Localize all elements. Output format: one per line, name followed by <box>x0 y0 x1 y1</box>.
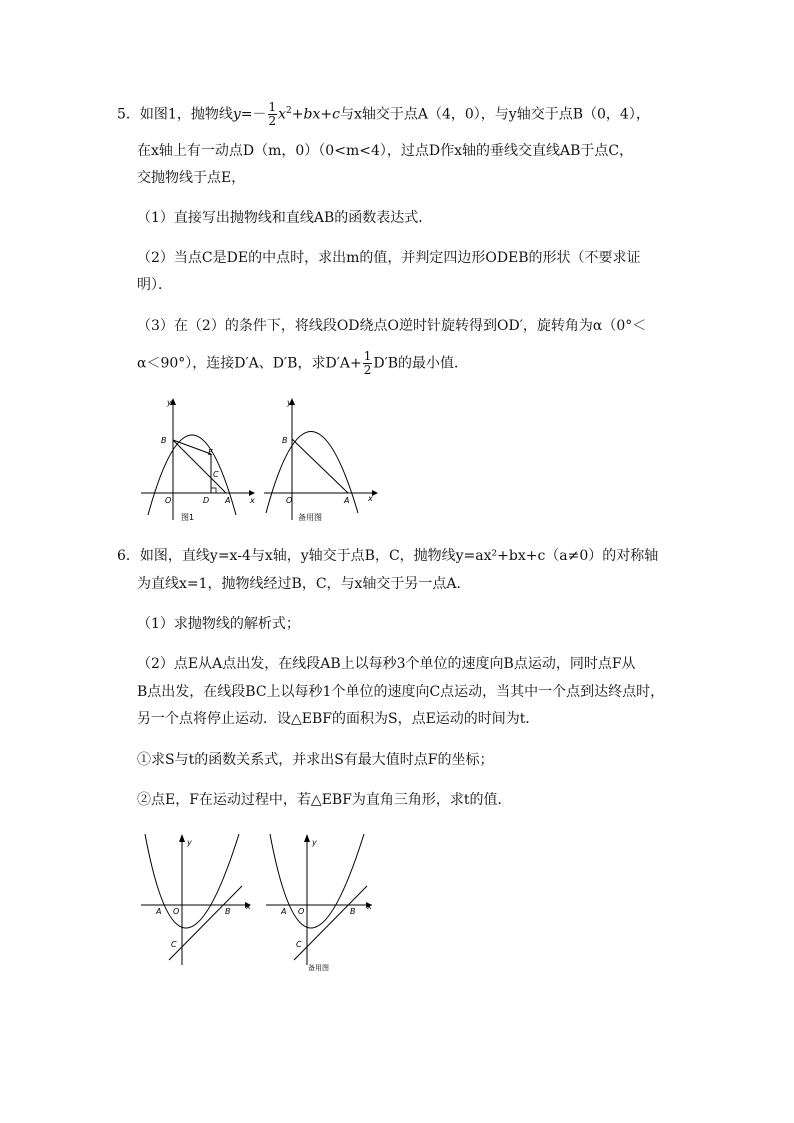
p5-line1-a: 如图1，抛物线 <box>139 106 233 123</box>
p5-pointA: A（4，0） <box>417 106 481 123</box>
p5-line3: 交抛物线于点E， <box>137 170 246 186</box>
fig1-label-E: E <box>208 448 214 457</box>
p5-figure1 <box>137 395 257 525</box>
p5-q3-b1: α＜90°），连接D′A、D′B，求D′A+ <box>137 355 362 372</box>
p5-q3-a: （3）在（2）的条件下，将线段OD绕点O逆时针旋转得到OD′，旋转角为α（0°＜ <box>137 318 647 334</box>
p6-fig2-label-x: x <box>367 902 372 911</box>
fig1-label-A: A <box>225 496 231 505</box>
fig2-caption: 备用图 <box>298 513 322 522</box>
fig2-label-A: A <box>344 496 350 505</box>
p6-q2-c: 另一个点将停止运动．设△EBF的面积为S，点E运动的时间为t． <box>137 711 540 727</box>
p6-number: 6． <box>117 548 140 564</box>
p6-fig2-label-C: C <box>296 940 302 949</box>
fig1-label-D: D <box>203 496 210 505</box>
p5-line2: 在x轴上有一动点D（m，0）（0<m<4），过点D作x轴的垂线交直线AB于点C， <box>137 143 634 159</box>
p6-fig1-label-C: C <box>171 940 177 949</box>
fig2-label-B: B <box>282 436 288 445</box>
fraction-half: $\frac{1}{2}$ <box>268 100 277 129</box>
p6-figure2 <box>262 830 382 980</box>
p5-q2-a: （2）当点C是DE的中点时，求出m的值，并判定四边形ODEB的形状（不要求证 <box>137 250 641 266</box>
p6-q2-a: （2）点E从A点出发，在线段AB上以每秒3个单位的速度向B点运动，同时点F从 <box>137 656 636 672</box>
p6-q1: （1）求抛物线的解析式； <box>137 616 300 632</box>
p6-fig1-label-y: y <box>187 838 192 847</box>
fig1-label-x: x <box>250 496 255 505</box>
fig2-label-O: O <box>286 496 293 505</box>
p5-pointB: B（0，4）， <box>572 106 650 123</box>
p6-line2: 为直线x=1，抛物线经过B，C，与x轴交于另一点A． <box>137 576 471 592</box>
p5-q3-b <box>137 350 468 377</box>
fig1-label-O: O <box>165 496 172 505</box>
fig2-label-y: y <box>287 398 292 407</box>
p5-q1: （1）直接写出抛物线和直线AB的函数表达式． <box>137 210 433 226</box>
p6-fig2-label-B: B <box>350 907 356 916</box>
p5-line1: 5．如图1，抛物线y=－ $\frac{1}{2}$ $x^2+bx+c$与x轴交于点A（4，0），与y轴交于点B（0，4）， <box>117 100 650 129</box>
p6-line1 <box>117 546 658 566</box>
p5-line1-b: 与x轴交于点 <box>339 106 418 123</box>
p5-q2-b: 明）． <box>137 277 172 293</box>
p6-figure1 <box>137 830 257 970</box>
fig1-caption: 图1 <box>181 513 195 522</box>
fig1-label-B: B <box>161 436 167 445</box>
p6-fig2-label-A: A <box>281 907 287 916</box>
p6-q2-b: B点出发，在线段BC上以每秒1个单位的速度向C点运动，当其中一个点到达终点时， <box>137 684 665 700</box>
fig1-label-C: C <box>213 470 219 479</box>
p5-number: 5． <box>117 106 140 123</box>
fig1-label-y: y <box>167 398 172 407</box>
p6-fig2-label-y: y <box>312 838 317 847</box>
p5-line1-c: ，与y轴交于点 <box>480 106 573 123</box>
fig2-label-x: x <box>368 494 373 503</box>
p6-fig2-caption: 备用图 <box>308 964 329 972</box>
p6-fig1-label-O: O <box>173 907 180 916</box>
p6-line1-text: 如图，直线y=x-4与x轴，y轴交于点B，C，抛物线y=ax²+bx+c（a≠0）的对称轴 <box>139 548 659 564</box>
p6-fig1-label-x: x <box>246 902 251 911</box>
p6-fig2-label-O: O <box>298 907 305 916</box>
p5-figure2 <box>260 395 380 525</box>
p5-q3-b2: D′B的最小值． <box>373 355 469 372</box>
p6-sub1: ①求S与t的函数关系式，并求出S有最大值时点F的坐标； <box>137 752 494 768</box>
p6-sub2: ②点E，F在运动过程中，若△EBF为直角三角形，求t的值． <box>137 792 512 808</box>
p6-fig1-label-B: B <box>225 907 231 916</box>
fraction-half-2: $\frac{1}{2}$ <box>363 349 372 377</box>
p6-fig1-label-A: A <box>156 907 162 916</box>
